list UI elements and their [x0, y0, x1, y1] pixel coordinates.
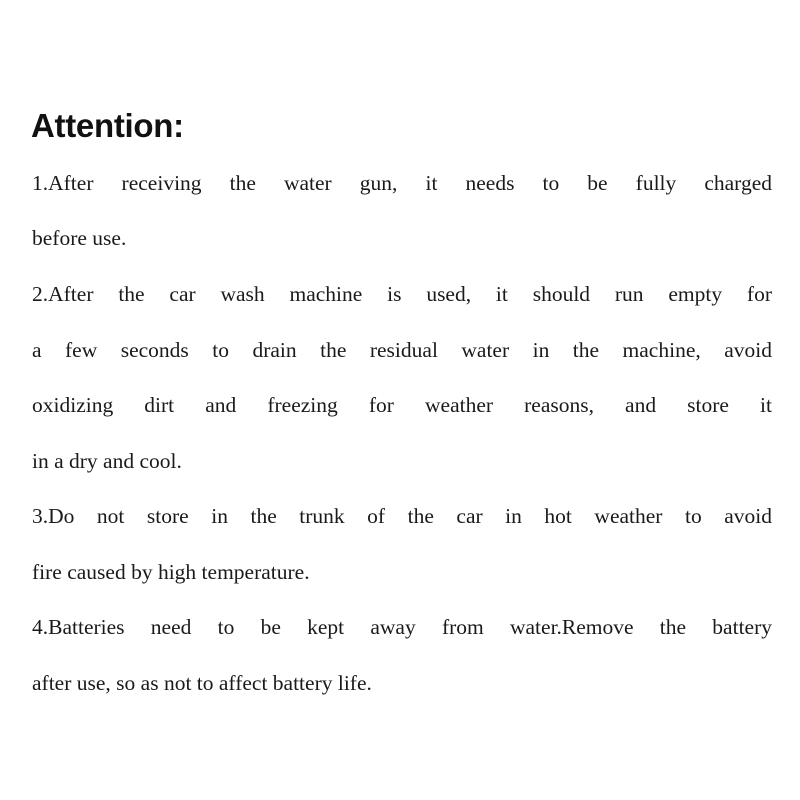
notice-line: 4.Batteries need to be kept away from water.Remove the battery [32, 615, 772, 639]
notice-line: 1.After receiving the water gun, it needs to be fully charged [32, 171, 772, 195]
notice-line: 2.After the car wash machine is used, it should run empty for [32, 282, 772, 306]
notice-title: Attention: [31, 107, 184, 144]
notice-line: oxidizing dirt and freezing for weather reasons, and store it [32, 393, 772, 417]
notice-line: 3.Do not store in the trunk of the car in hot weather to avoid [32, 504, 772, 528]
notice-line: a few seconds to drain the residual water in the machine, avoid [32, 338, 772, 362]
notice-line: fire caused by high temperature. [32, 560, 310, 584]
notice-line: before use. [32, 226, 127, 250]
notice-line: after use, so as not to affect battery life. [32, 671, 372, 695]
notice-line: in a dry and cool. [32, 449, 182, 473]
